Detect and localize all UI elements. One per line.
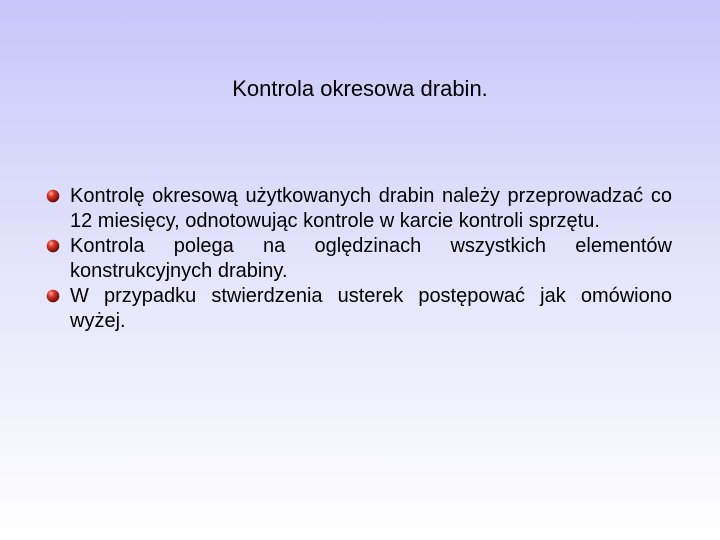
bullet-list (46, 184, 672, 334)
red-sphere-icon (46, 289, 60, 303)
slide-title: Kontrola okresowa drabin. (232, 76, 488, 101)
bullet-text: Kontrolę okresową użytkowanych drabin należy przeprowadzać co 12 miesięcy, odnotowując kontrole w karcie kontroli sprzętu. (70, 185, 672, 232)
list-item (46, 184, 672, 234)
red-sphere-icon (46, 189, 60, 203)
list-item (46, 284, 672, 334)
red-sphere-icon (46, 239, 60, 253)
list-item (46, 234, 672, 284)
bullet-text: W przypadku stwierdzenia usterek postępować jak omówiono wyżej. (70, 285, 672, 332)
bullet-text: Kontrola polega na oględzinach wszystkich elementów konstrukcyjnych drabiny. (70, 235, 672, 282)
